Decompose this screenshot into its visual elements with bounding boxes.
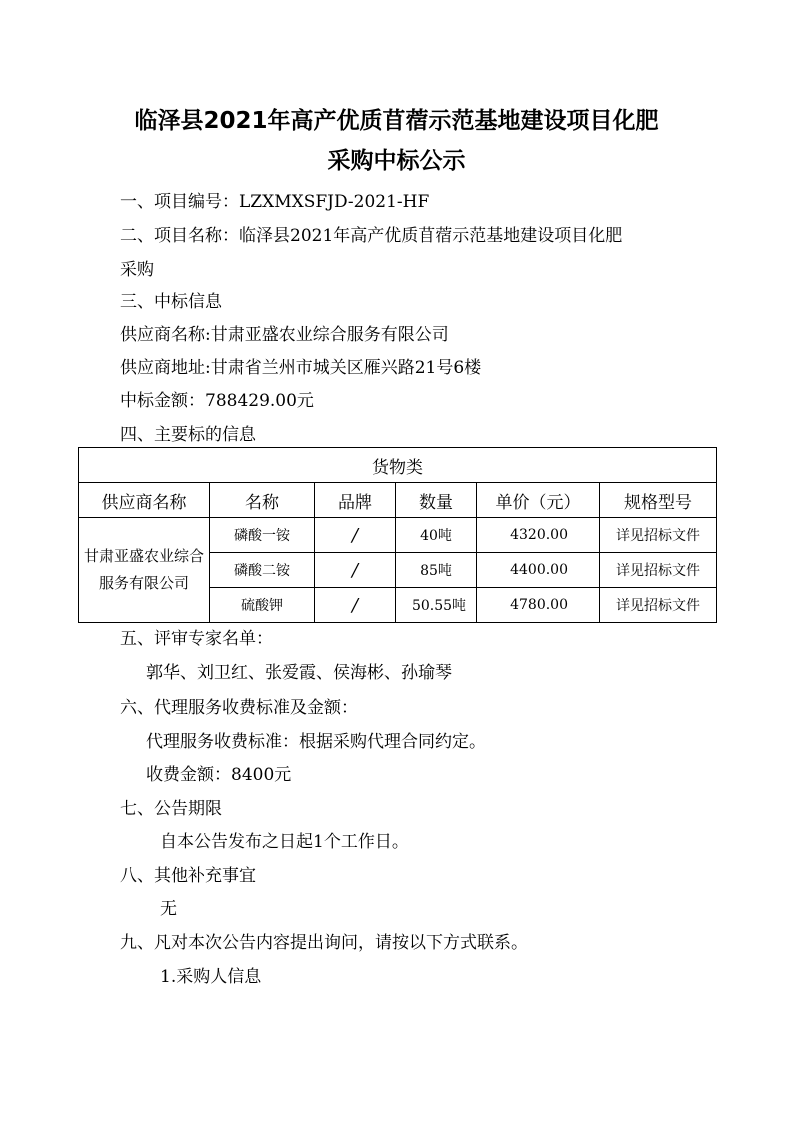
header-spec: 规格型号 bbox=[600, 483, 717, 518]
expert-list: 郭华、刘卫红、张爱霞、侯海彬、孙瑜琴 bbox=[146, 663, 452, 683]
section-award-info: 三、中标信息 bbox=[120, 292, 222, 312]
item-name: 硫酸钾 bbox=[210, 588, 315, 623]
item-brand bbox=[315, 518, 396, 553]
project-number: 一、项目编号：LZXMXSFJD-2021-HF bbox=[120, 192, 430, 212]
supplier-name: 供应商名称:甘肃亚盛农业综合服务有限公司 bbox=[120, 325, 449, 345]
item-name: 磷酸二铵 bbox=[210, 553, 315, 588]
section-contact: 九、凡对本次公告内容提出询问，请按以下方式联系。 bbox=[120, 933, 528, 953]
brand-value: / bbox=[351, 524, 359, 546]
item-quantity: 40吨 bbox=[396, 518, 477, 553]
supplier-cell: 甘肃亚盛农业综合服务有限公司 bbox=[79, 518, 210, 623]
item-brand bbox=[315, 588, 396, 623]
item-spec: 详见招标文件 bbox=[600, 518, 717, 553]
section-notice-period: 七、公告期限 bbox=[120, 799, 222, 819]
item-unit-price: 4780.00 bbox=[477, 588, 600, 623]
header-name: 名称 bbox=[210, 483, 315, 518]
project-name: 二、项目名称：临泽县2021年高产优质苜蓿示范基地建设项目化肥 bbox=[120, 226, 623, 246]
supplier-address: 供应商地址:甘肃省兰州市城关区雁兴路21号6楼 bbox=[120, 358, 482, 378]
section-main-subject: 四、主要标的信息 bbox=[120, 425, 256, 445]
notice-period: 自本公告发布之日起1个工作日。 bbox=[160, 832, 409, 852]
document-title-line-2: 采购中标公示 bbox=[327, 148, 466, 174]
brand-value: / bbox=[351, 594, 359, 616]
header-quantity: 数量 bbox=[396, 483, 477, 518]
item-unit-price: 4320.00 bbox=[477, 518, 600, 553]
fee-standard: 代理服务收费标准：根据采购代理合同约定。 bbox=[146, 732, 486, 752]
project-name-continued: 采购 bbox=[120, 260, 154, 280]
item-spec: 详见招标文件 bbox=[600, 553, 717, 588]
fee-amount: 收费金额：8400元 bbox=[146, 765, 292, 785]
item-name: 磷酸一铵 bbox=[210, 518, 315, 553]
section-agency-fee: 六、代理服务收费标准及金额： bbox=[120, 698, 358, 718]
header-brand: 品牌 bbox=[315, 483, 396, 518]
header-unit-price: 单价（元） bbox=[477, 483, 600, 518]
award-amount: 中标金额：788429.00元 bbox=[120, 391, 314, 411]
item-unit-price: 4400.00 bbox=[477, 553, 600, 588]
section-other-matters: 八、其他补充事宜 bbox=[120, 866, 256, 886]
item-spec: 详见招标文件 bbox=[600, 588, 717, 623]
award-table bbox=[78, 447, 717, 623]
header-supplier: 供应商名称 bbox=[79, 483, 210, 518]
table-category: 货物类 bbox=[79, 448, 717, 483]
document-title-line-1: 临泽县2021年高产优质苜蓿示范基地建设项目化肥 bbox=[134, 108, 659, 134]
table-row bbox=[79, 518, 717, 553]
table-header-row bbox=[79, 483, 717, 518]
purchaser-info: 1.采购人信息 bbox=[160, 967, 262, 987]
item-brand bbox=[315, 553, 396, 588]
brand-value: / bbox=[351, 559, 359, 581]
section-experts: 五、评审专家名单： bbox=[120, 629, 273, 649]
item-quantity: 50.55吨 bbox=[396, 588, 477, 623]
item-quantity: 85吨 bbox=[396, 553, 477, 588]
other-matters: 无 bbox=[160, 899, 177, 919]
